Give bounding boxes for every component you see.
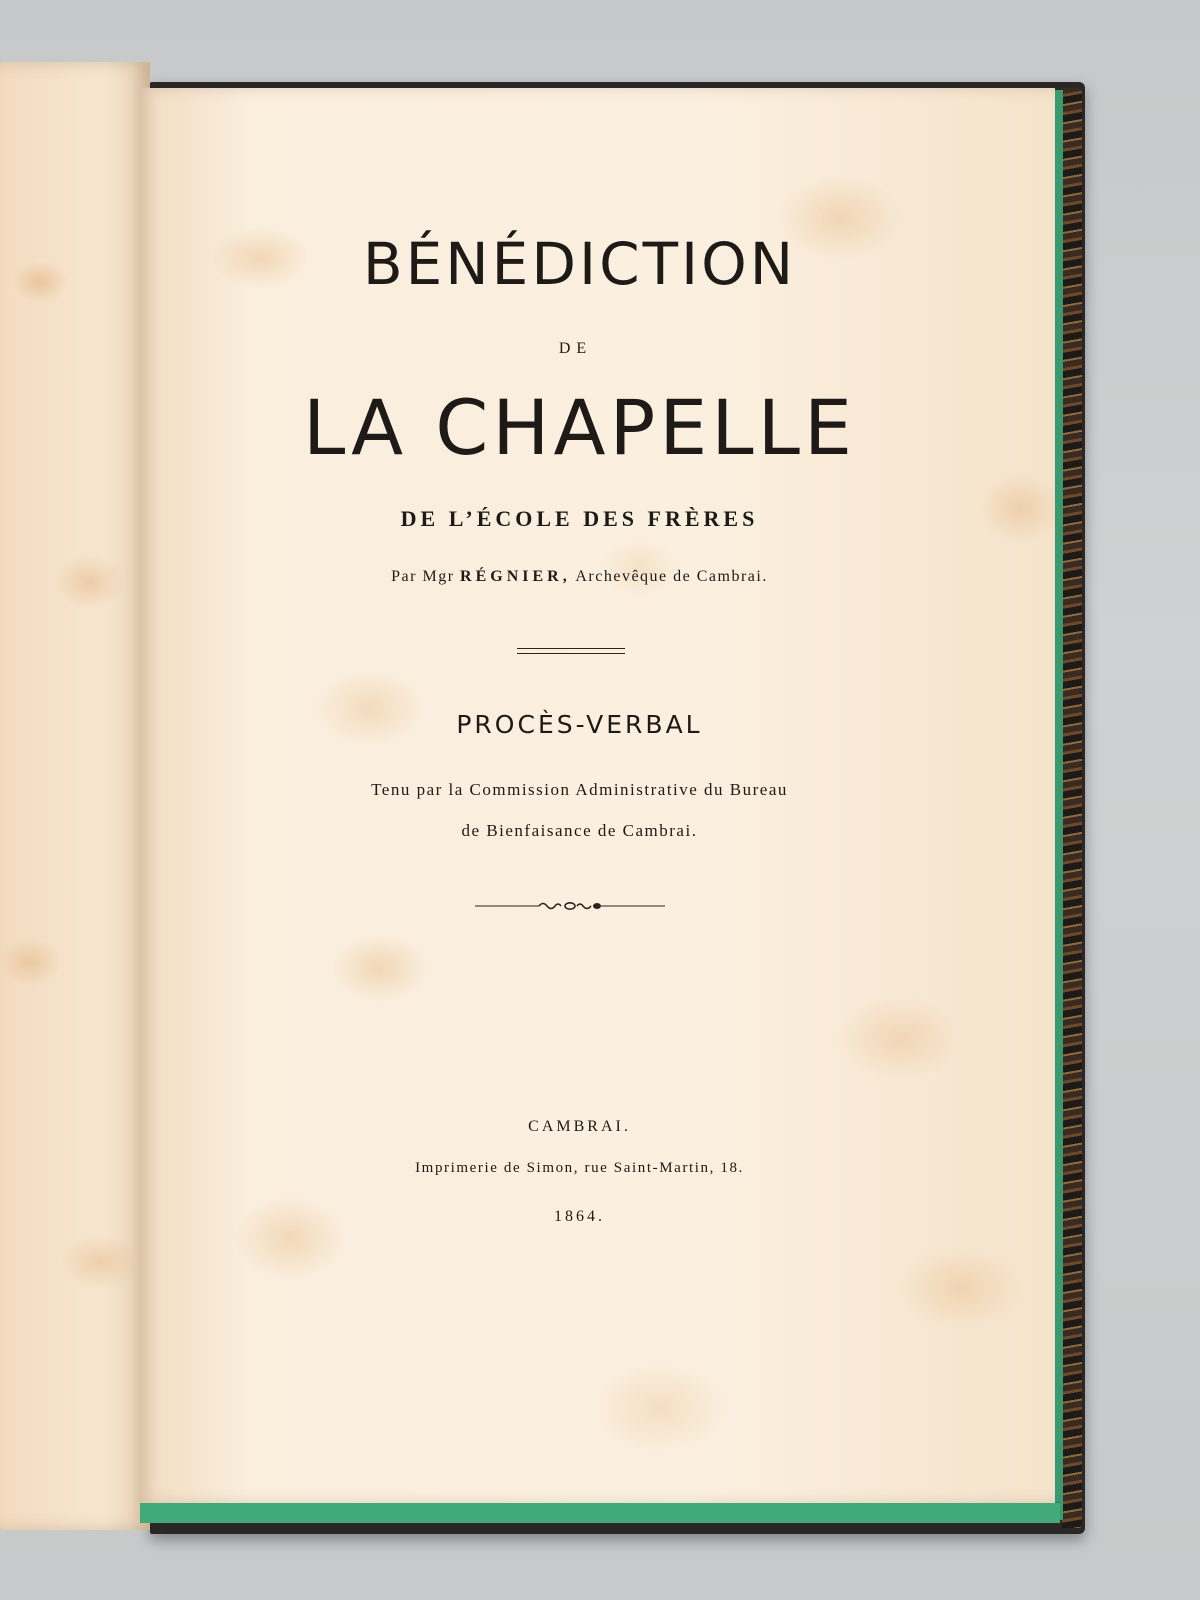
green-page-edge-right — [1055, 90, 1063, 1520]
imprint-city: CAMBRAI. — [528, 1118, 631, 1135]
title-line-1: BÉNÉDICTION — [362, 230, 797, 298]
title-line-2: LA CHAPELLE — [303, 383, 856, 472]
marbled-board-edge — [1062, 88, 1082, 1528]
title-page — [140, 88, 1055, 1503]
imprint-year: 1864. — [554, 1208, 605, 1225]
author-suffix: Archevêque de Cambrai. — [575, 568, 768, 585]
author-name: RÉGNIER, — [460, 568, 571, 585]
subtitle: DE L’ÉCOLE DES FRÈRES — [400, 506, 759, 531]
title-connector: DE — [558, 340, 593, 357]
imprint-printer: Imprimerie de Simon, rue Saint-Martin, 18. — [415, 1160, 744, 1176]
green-page-edge-bottom — [140, 1502, 1060, 1523]
ornamental-rule — [475, 898, 665, 914]
section-heading: PROCÈS-VERBAL — [456, 710, 703, 739]
section-line-2: de Bienfaisance de Cambrai. — [461, 821, 698, 840]
author-prefix: Par Mgr — [391, 568, 455, 585]
double-rule-divider — [517, 648, 625, 654]
section-line-1: Tenu par la Commission Administrative du Bureau — [371, 780, 788, 799]
author-line — [122, 568, 1037, 586]
